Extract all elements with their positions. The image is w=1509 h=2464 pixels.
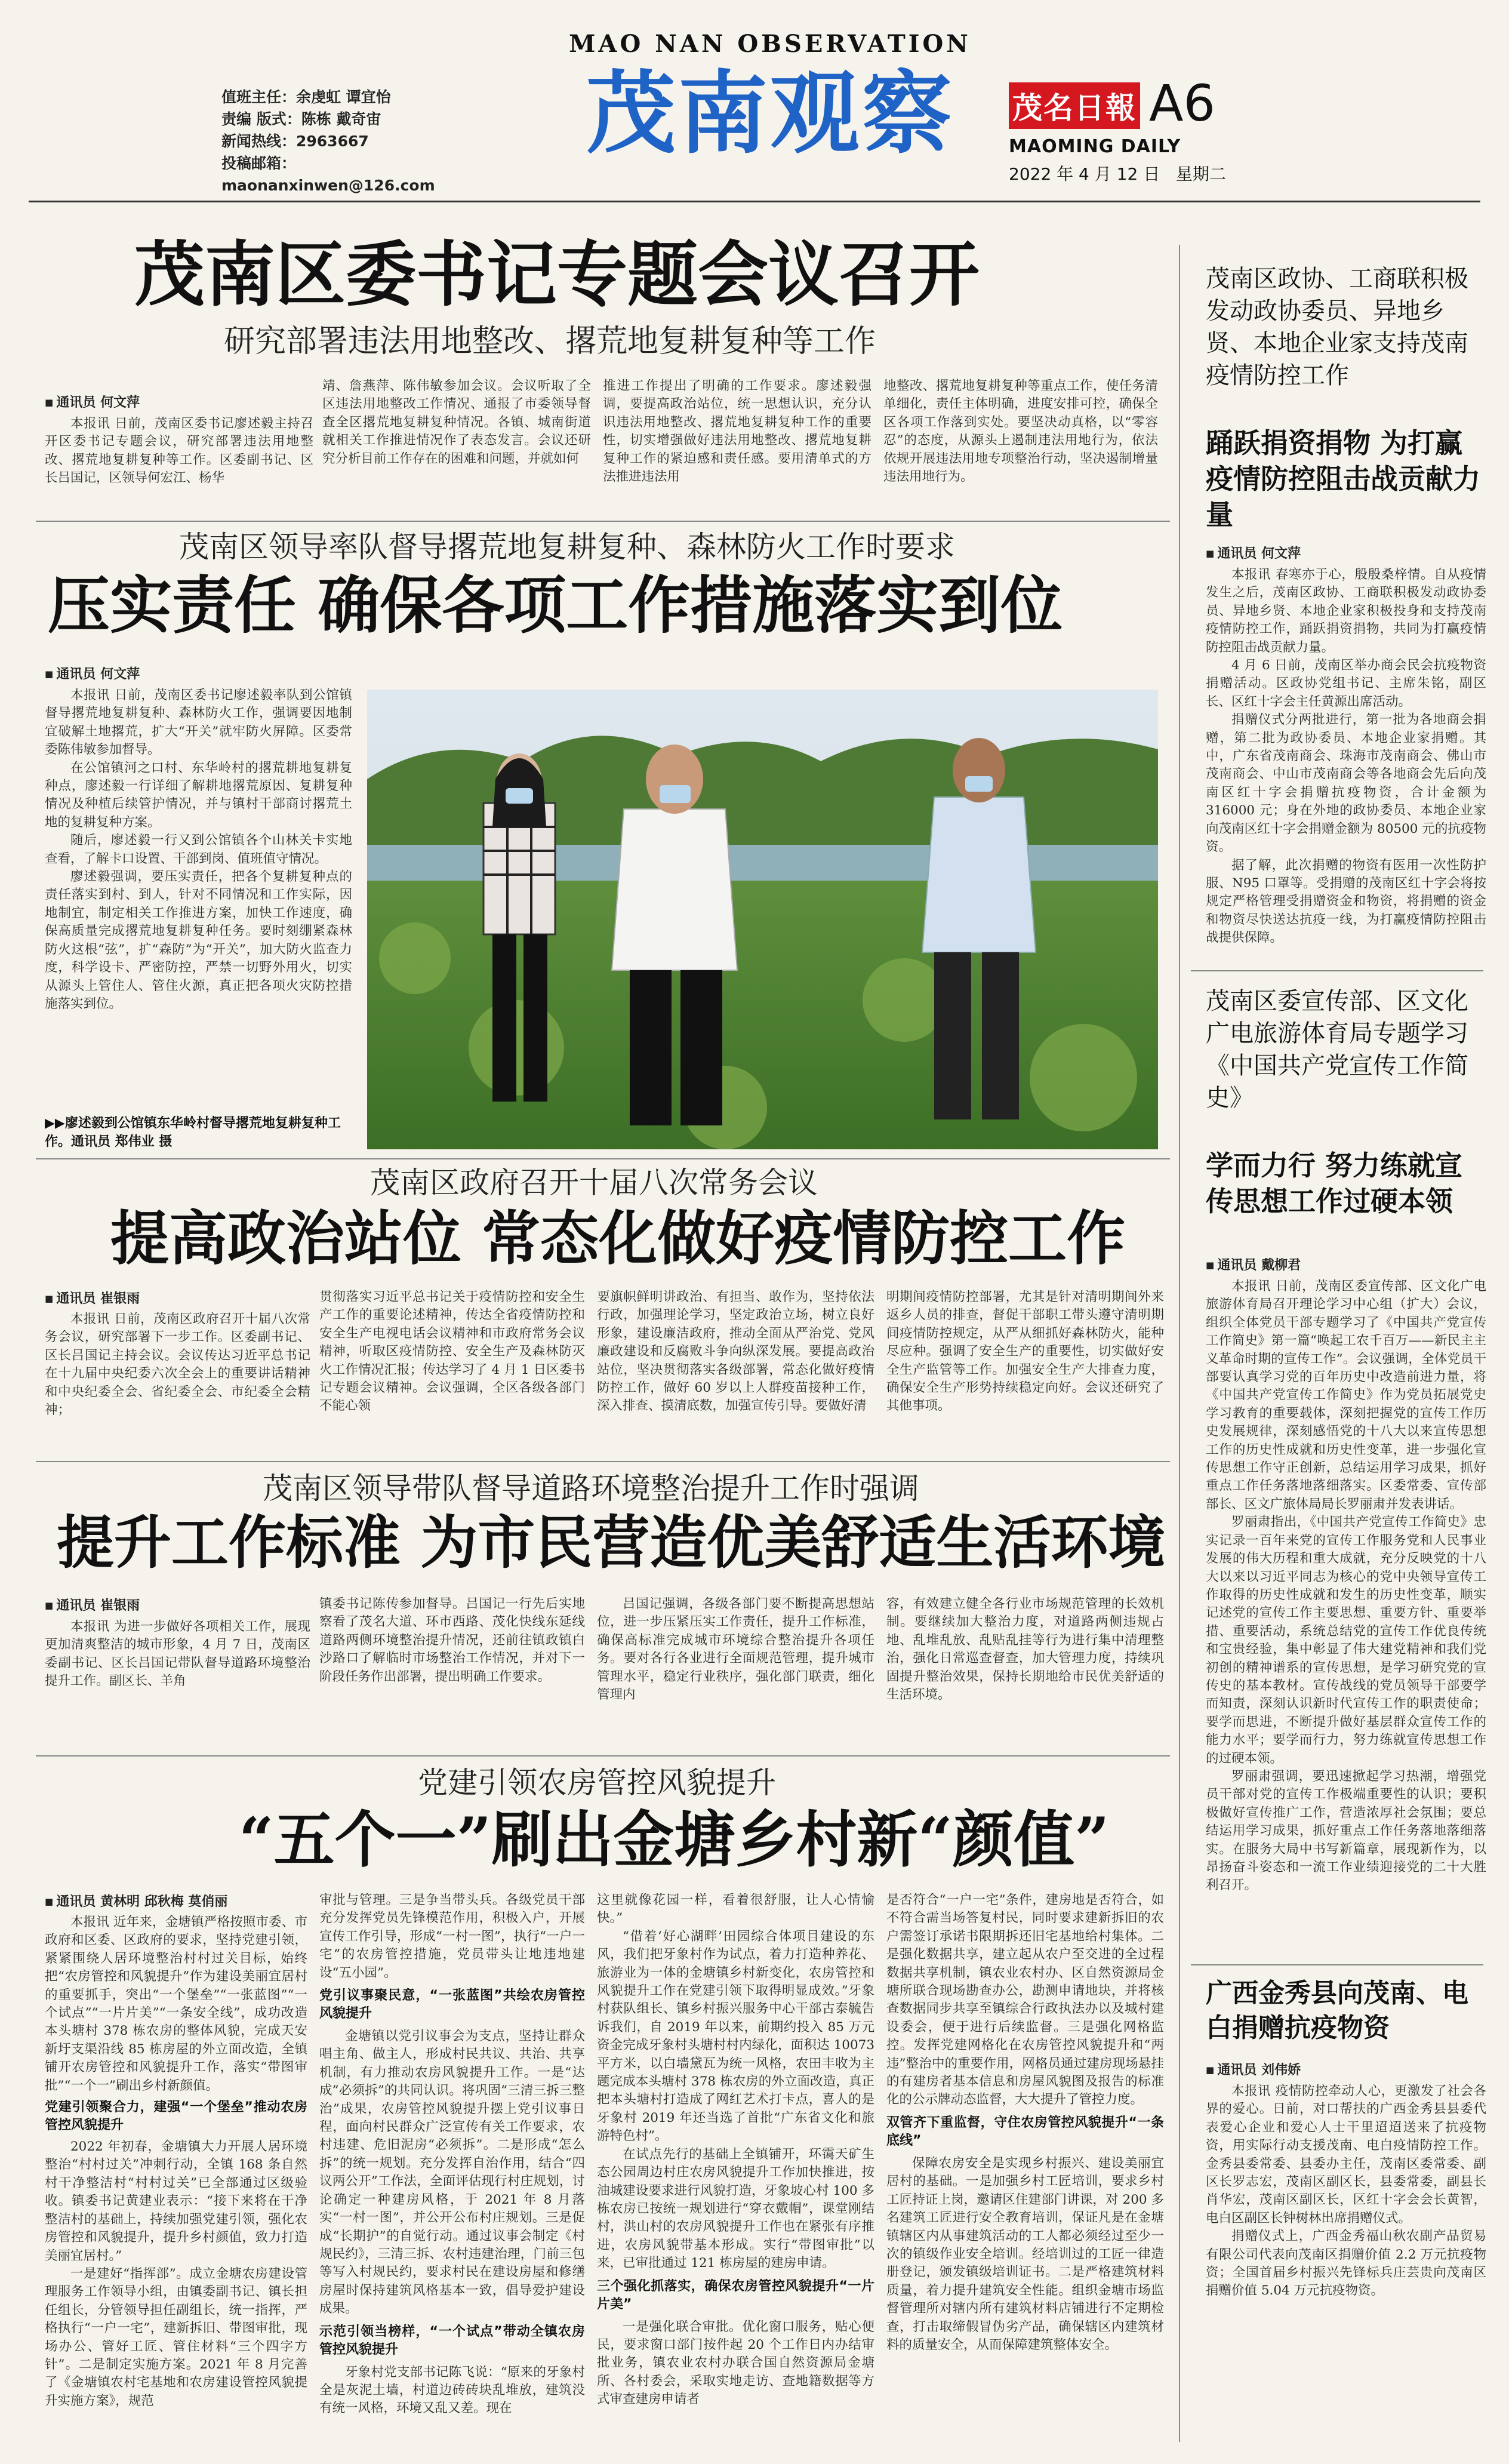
sidebar-article-title: 茂南区委宣传部、区文化广电旅游体育局专题学习《中国共产党宣传工作简史》 [1206,988,1468,1112]
body-paragraph: 镇委书记陈传参加督导。吕国记一行先后实地察看了茂名大道、环市西路、茂化快线东延线道路两侧环境整治提升情况，还前往镇政镇白沙路口了解临时市场整治工作情况，并对下一阶段任务作出部署，提出明确工作要求。 [319,1596,585,1684]
editor-info [221,86,508,196]
sidebar-article-headline: 学而力行 努力练就宣传思想工作过硬本领 [1206,1149,1463,1217]
article-kicker: 茂南区领导率队督导撂荒地复耕复种、森林防火工作时要求 [179,530,955,564]
body-paragraph: 一是建好“指挥部”。成立金塘农房建设管理服务工作领导小组，由镇委副书记、镇长担任组长，分管领导担任副组长，统一指挥，严格执行“一户一宅”，建新拆旧、带图审批，现场办公、管好工匠、管住材料“三个四字方针”。二是制定实施方案。2021 年 8 月完善了《金塘镇农村宅基地和农房建设管控风貌提升实施方案》，规范 [45,2266,307,2408]
column-divider [1179,245,1180,2442]
article-body [45,687,352,1105]
body-paragraph: “借着‘好心湖畔’田园综合体项目建设的东风，我们把牙象村作为试点，着力打造种养花、旅游业为一体的金塘镇乡村新变化，农房管控和风貌提升工作在党建引领下取得明显成效。”牙象村获队组长、镇乡村振兴服务中心干部古泰毓告诉我们，自 2019 年以来，前期约投入 85 万元资金完成牙象村头塘村村内绿化，面积达 10073 平方米，以白墙黛瓦为统一风格，农田丰收为主题完成本头塘村 378 栋农房的外立面改造，真正把本头塘村打造成了网红艺术打卡点，喜人的是牙象村 2019 年还当选了首批“广东省文化和旅游特色村”。 [597,1928,874,2144]
sidebar-article-headline: 广西金秀县向茂南、电白捐赠抗疫物资 [1206,1978,1468,2043]
article-kicker: 茂南区政府召开十届八次常务会议 [370,1165,818,1200]
body-paragraph: 审批与管理。三是争当带头兵。各级党员干部充分发挥党员先锋模范作用，积极入户，开展宣传工作引导，形成“一村一图”，执行“一户一宅”的农房管控措施，党员带头让地违地建设“五小园”。 [319,1893,585,1980]
body-paragraph: 贯彻落实习近平总书记关于疫情防控和安全生产工作的重要论述精神，传达全省疫情防控和安全生产电视电话会议精神和市政府常务会议精神，听取区疫情防控、安全生产及森林防灭火工作情况汇报；传达学习了 4 月 1 日区委书记专题会议精神。会议强调，全区各级各部门不能心领 [319,1290,585,1414]
paper-english-name: MAOMING DAILY [1009,136,1181,157]
article-body [45,1618,310,1751]
masthead-title: 茂南观察 [586,61,954,166]
article-body [45,1311,310,1454]
section-subheading: 双管齐下重监督，守住农房管控风貌提升“一条底线” [886,2115,1164,2148]
article-body [597,1595,874,1751]
body-paragraph: 本报讯 日前，茂南区政府召开十届八次常务会议，研究部署下一步工作。区委副书记、区长吕国记主持会议。会议传达习近平总书记在十九届中央纪委六次全会上的重要讲话精神和中央纪委全会、省纪委全会、市纪委全会精神； [45,1312,310,1418]
body-paragraph: 本报讯 春寒亦于心，殷殷桑梓情。自从疫情发生之后，茂南区政协、工商联积极发动政协委员、异地乡贤、本地企业家积极投身和支持茂南疫情防控工作，踊跃捐资捐物，共同为打赢疫情防控阻击战贡献力量。 [1206,567,1486,655]
page-number: A6 [1149,74,1215,133]
article-headline: 提高政治站位 常态化做好疫情防控工作 [110,1204,1126,1273]
article-kicker: 茂南区领导带队督导道路环境整治提升工作时强调 [263,1471,919,1506]
article-body [1206,566,1486,984]
article-body [597,1891,874,2451]
article-headline: 茂南区委书记专题会议召开 [134,233,980,316]
body-paragraph: 捐赠仪式上，广西金秀福山秋农副产品贸易有限公司代表向茂南区捐赠价值 2.2 万元抗疫物资；全国首届乡村振兴先锋标兵庄芸贵向茂南区捐赠价值 5.04 万元抗疫物资。 [1206,2229,1486,2299]
body-paragraph: 推进工作提出了明确的工作要求。廖述毅强调，要提高政治站位，统一思想认识，充分认识违法用地整改、撂荒地复耕复种工作的重要性，切实增强做好违法用地整改、撂荒地复耕复种工作的紧迫感和责任感。要用清单式的方法推进违法用 [603,379,871,485]
body-paragraph: 要旗帜鲜明讲政治、有担当、敢作为，坚持依法行政，加强理论学习，坚定政治立场，树立良好形象，建设廉洁政府，推动全面从严治党、党风廉政建设和反腐败斗争向纵深发展。要提高政治站位，坚决贯彻落实各级部署，常态化做好疫情防控工作，做好 60 岁以上人群疫苗接种工作，深入排查、摸清底数，加强宣传引导。要做好清 [597,1290,874,1414]
body-paragraph: 罗丽肃指出，《中国共产党宣传工作简史》忠实记录一百年来党的宣传工作服务党和人民事业发展的伟大历程和重大成就，充分反映党的十八大以来以习近平同志为核心的党中央领导宣传工作取得的历史性成就和发生的历史性变革，顺实记述党的宣传工作主要思想、重要方针、重要举措、重要活动，系统总结党的宣传工作优良传统和宝贵经验，集中彰显了伟大建党精神和我们党初创的精神谱系的宣传思想，是学习研究党的宣传史的基本教材。宣传战线的党员领导干部要学而知责，深刻认识新时代宣传工作的职责使命；要学而思进，不断提升做好基层群众宣传工作的能力水平；要学而行力，努力练就宣传思想工作的过硬本领。 [1206,1515,1486,1766]
masthead [0,0,1509,197]
body-paragraph: 地整改、撂荒地复耕复种等重点工作，使任务清单细化，责任主体明确，进度安排可控，确保全区各项工作落到实处。要坚决动真格，以“零容忍”的态度，从源头上遏制违法用地行为，依法依规开展违法用地专项整治行动，坚决遏制增量违法用地行为。 [883,379,1158,485]
body-paragraph: 一是强化联合审批。优化窗口服务，贴心便民，要求窗口部门按件起 20 个工作日内办结审批业务，镇农业农村办联合国自然资源局金塘所、各村委会，采取实地走访、查地籍数据等方式审查建房申请者 [597,2319,874,2407]
article-body [319,1891,585,2451]
newspaper-logo: 茂名日報 [1009,82,1140,129]
article-headline: 提升工作标准 为市民营造优美舒适生活环境 [57,1509,1166,1576]
article-body [1206,1278,1486,1952]
body-paragraph: 在公馆镇河之口村、东华岭村的撂荒耕地复耕复种点，廖述毅一行详细了解耕地撂荒原因、复耕复种情况及种植后续管护情况，并与镇村干部商讨撂荒土地的复耕复种方案。 [45,760,352,830]
masthead-english-title: MAO NAN OBSERVATION [569,30,971,58]
article-headline: “五个一”刷出金塘乡村新“颜值” [239,1804,1110,1876]
article-body [319,1595,585,1751]
article-body [597,1288,874,1454]
body-paragraph: 4 月 6 日前，茂南区举办商会民会抗疫物资捐赠活动。区政协党组书记、主席朱铭，副区长、区红十字会主任黄源出席活动。 [1206,658,1486,709]
body-paragraph: 吕国记强调，各级各部门要不断提高思想站位，进一步压紧压实工作责任，提升工作标准，确保高标准完成城市环境综合整治提升各项任务。要对各行各业进行全面规范管理，提升城市管理水平，稳定行业秩序，强化部门联责，细化管理内 [597,1596,874,1703]
section-divider [36,1755,1170,1757]
editor-line: 值班主任：余虔虹 谭宜怡 [221,88,391,106]
photo-caption: ▶▶廖述毅到公馆镇东华岭村督导撂荒地复耕复种工作。通讯员 郑伟业 摄 [45,1116,341,1149]
section-divider [36,1158,1170,1159]
article-body [883,377,1158,534]
body-paragraph: 容，有效建立健全各行业市场规范管理的长效机制。要继续加大整治力度，对道路两侧违规占地、乱堆乱放、乱贴乱挂等行为进行集中清理整治，强化日常巡查督查，加大管理力度，持续巩固提升整治效果，保持长期地给市民优美舒适的生活环境。 [886,1596,1164,1703]
section-divider [36,1461,1170,1462]
sidebar-article-title: 茂南区政协、工商联积极发动政协委员、异地乡贤、本地企业家支持茂南疫情防控工作 [1206,265,1468,389]
editor-line: 新闻热线：2963667 [221,133,369,150]
body-paragraph: 在试点先行的基础上全镇铺开，环霭天矿生态公园周边村庄农房风貌提升工作加快推进，按油城建设要求进行风貌打造，牙象坡心村 100 多栋农房已按统一规划进行“穿衣戴帽”，课堂刚结村，洪山村的农房风貌提升工作也在紧张有序推进，农房风貌带基本形成。实行“带图审批”以来，已审批通过 121 栋房屋的建房申请。 [597,2146,874,2271]
article-byline: ■ 通讯员 戴柳君 [1206,1255,1301,1273]
body-paragraph: 是否符合“一户一宅”条件，建房地是否符合，如不符合需当场答复村民，同时要求建新拆旧的农户需签订承诺书限期拆还旧宅基地给村集体。二是强化数据共享，建立起从农户至交进的全过程数据共享机制，镇农业农村办、区自然资源局金塘所联合现场勘查办公，勘测申请地块，并将核查数据同步共享至镇综合行政执法办以及城村建设委会，便于进行后续监督。三是强化网格监控。发挥党建网格化在农房管控风貌提升和“两违”整治中的重要作用，网格员通过建房现场悬挂的有建房者基本信息和房屋风貌图及报告的标准化的公示牌动态监督，大大提升了管控力度。 [886,1893,1164,2108]
section-subheading: 三个强化抓落实，确保农房管控风貌提升“一片片美” [597,2278,874,2312]
body-paragraph: 罗丽肃强调，要迅速掀起学习热潮，增强党员干部对党的宣传工作极端重要性的认识；要积极做好宣传推广工作，营造浓厚社会氛围；要总结运用学习成果，抓好重点工作任务落地落细落实。在服务大局中书写新篇章，展现新作为，以昂扬奋斗姿态和一流工作业绩迎接党的二十大胜利召开。 [1206,1768,1486,1893]
editor-line: 责编 版式：陈栋 戴奇宙 [221,110,381,128]
body-paragraph: 廖述毅强调，要压实责任，把各个复耕复种点的责任落实到村、到人，针对不同情况和工作实际，因地制宜，制定相关工作推进方案，加快工作速度，确保高质量完成撂荒地复耕复种任务。要时刻绷紧森林防火这根“弦”，扩“森防”为“开关”，加大防火监查力度，科学设卡、严密防控，严禁一切野外用火，切实从源头上管住人、管住火源，真正把各项火灾防控措施落实到位。 [45,869,352,1011]
article-body [322,377,591,534]
section-subheading: 示范引领当榜样，“一个试点”带动全镇农房管控风貌提升 [319,2324,585,2357]
body-paragraph: 明期间疫情防控部署，尤其是针对清明期间外来返乡人员的排查，督促干部职工带头遵守清明期间疫情防控规定，从严从细抓好森林防火，能种尽应种。强调了安全生产的重要性，切实做好安全生产监管等工作。加强安全生产大排查力度，确保安全生产形势持续稳定向好。会议还研究了其他事项。 [886,1290,1164,1414]
body-paragraph: 本报讯 日前，茂南区委书记廖述毅主持召开区委书记专题会议，研究部署违法用地整改、撂荒地复耕复种等工作。区委副书记、区长吕国记，区领导何宏江、杨华 [45,416,313,486]
article-byline: ■ 通讯员 崔银雨 [45,1288,140,1307]
article-photo [367,690,1158,1149]
body-paragraph: 牙象村党支部书记陈飞说：“原来的牙象村全是灰泥土墙，村道边砖砖块乱堆放，建筑没有统一风格，环境又乱又差。现在 [319,2364,585,2416]
article-body [886,1288,1164,1454]
article-byline: ■ 通讯员 崔银雨 [45,1595,140,1614]
article-byline: ■ 通讯员 黄林明 邱秋梅 莫俏丽 [45,1891,227,1910]
body-paragraph: 靖、詹燕萍、陈伟敏参加会议。会议听取了全区违法用地整改工作情况、通报了市委领导督查全区撂荒地复耕复种情况。各镇、城南街道就相关工作推进情况作了表态发言。会议还研究分析目前工作存在的困难和问题，并就如何 [322,379,591,466]
body-paragraph: 本报讯 近年来，金塘镇严格按照市委、市政府和区委、区政府的要求，坚持党建引领，紧紧围绕人居环境整治村村过关目标，始终把“农房管控和风貌提升”作为建设美丽宜居村的重要抓手，突出“一个堡垒”“一张蓝图”“一个试点”“一片片美”“一条安全线”，成功改造本头塘村 378 栋农房的整体风貌，完成天安新圩支渠沿线 85 栋房屋的外立面改造，全镇铺开农房管控和风貌提升工作，落实“带图审批”“一个一”刷出乡村新颜值。 [45,1915,307,2093]
editor-line: 投稿邮箱：maonanxinwen@126.com [221,155,435,194]
sidebar-article-headline: 踊跃捐资捐物 为打赢疫情防控阻击战贡献力量 [1206,427,1480,531]
masthead-rule [29,201,1480,202]
body-paragraph: 本报讯 日前，茂南区委书记廖述毅率队到公馆镇督导撂荒地复耕复种、森林防火工作，强调要因地制宜破解土地撂荒，扩大“开关”就牢防火屏障。区委常委陈伟敏参加督导。 [45,688,352,758]
article-headline: 压实责任 确保各项工作措施落实到位 [48,568,1063,642]
article-subhead: 研究部署违法用地整改、撂荒地复耕复种等工作 [224,324,876,359]
section-subheading: 党引议事聚民意，“一张蓝图”共绘农房管控风貌提升 [319,1988,585,2022]
article-body [1206,2082,1486,2447]
article-kicker: 党建引领农房管控风貌提升 [418,1765,776,1800]
article-body [45,415,313,534]
article-body [319,1288,585,1454]
body-paragraph: 捐赠仪式分两批进行，第一批为各地商会捐赠，第二批为政协委员、本地企业家捐赠。其中，广东省茂南商会、珠海市茂南商会、佛山市茂南商会、中山市茂南商会等各地商会先后向茂南区红十字会捐赠抗疫物资，合计金额为 316000 元；身在外地的政协委员、本地企业家向茂南区红十字会捐赠金额为 80500 元的抗疫物资。 [1206,712,1486,855]
body-paragraph: 本报讯 为进一步做好各项相关工作，展现更加清爽整洁的城市形象，4 月 7 日，茂南区委副书记、区长吕国记带队督导道路环境整治提升工作。副区长、羊角 [45,1619,310,1689]
article-byline: ■ 通讯员 刘伟娇 [1206,2060,1301,2078]
body-paragraph: 这里就像花园一样，看着很舒服，让人心情愉快。” [597,1893,874,1926]
section-divider [1191,1964,1483,1965]
body-paragraph: 2022 年初春，金塘镇大力开展人居环境整治“村村过关”冲刺行动，全镇 168 条自然村干净整洁村“村村过关”已全部通过区级验收。镇委书记黄建业表示：“接下来将在干净整洁村的基础上，持续加强党建引领，强化农房管控和风貌提升，提升乡村颜值，致力打造美丽宜居村。” [45,2139,307,2263]
body-paragraph: 金塘镇以党引议事会为支点，坚持让群众唱主角、做主人，形成村民共议、共治、共享机制，有力推动农房风貌提升工作。一是“达成”必须拆”的共同认识。将巩固“三清三拆三整治”成果，农房管控风貌提升摆上党引议事日程，面向村民群众广泛宣传有关工作要求，农村违建、危旧泥房“必须拆”。二是形成“怎么拆”的统一规划。充分发挥自治作用，结合“四议两公开”工作法，全面评估现行村庄规划，讨论确定一种建房风格，于 2021 年 8 月落实“一村一图”，并公开公布村庄规划。三是促成“长期护”的自觉行动。通过议事会制定《村规民约》，三清三拆、农村违建治理，门前三包等写入村规民约，要求村民在建设房屋和修缮房屋时保持建筑风格基本一致，倡导爱护建设成果。 [319,2029,585,2317]
body-paragraph: 本报讯 日前，茂南区委宣传部、区文化广电旅游体育局召开理论学习中心组（扩大）会议，组织全体党员干部专题学习了《中国共产党宣传工作简史》第一篇“唤起工农千百万——新民主主义革命时期的宣传工作”。会议强调，全体党员干部要认真学习党的百年历史中改造前进力量，将《中国共产党宣传工作简史》作为党员拓展党史学习教育的重要载体，深刻把握党的宣传工作历史发展规律，深刻感悟党的十八大以来宣传思想工作的历史性成就和历史性变革，进一步强化宣传思想工作守正创新，总结运用学习成果，抓好重点工作任务落地落细落实。区委常委、宣传部部长、区文广旅体局局长罗丽肃并发表讲话。 [1206,1279,1486,1512]
body-paragraph: 据了解，此次捐赠的物资有医用一次性防护服、N95 口罩等。受捐赠的茂南区红十字会将按规定严格管理受捐赠资金和物资，将捐赠的资金和物资尽快送达抗疫一线，为打赢疫情防控阻击战提供保障。 [1206,857,1486,946]
article-byline: ■ 通讯员 何文萍 [45,664,140,682]
article-body [886,1595,1164,1751]
article-body [45,1914,307,2451]
issue-date: 2022 年 4 月 12 日 星期二 [1009,164,1226,184]
article-byline: ■ 通讯员 何文萍 [1206,543,1301,562]
article-byline: ■ 通讯员 何文萍 [45,392,140,411]
body-paragraph: 保障农房安全是实现乡村振兴、建设美丽宜居村的基础。一是加强乡村工匠培训，要求乡村工匠持证上岗，邀请区住建部门讲课，对 200 多名建筑工匠进行安全教育培训，保证凡是在金塘镇辖区内从事建筑活动的工人都必须经过至少一次的镇级作业安全培训。经培训过的工匠一律造册登记，颁发镇级培训证书。二是严格建筑材料质量，着力提升建筑安全性能。组织金塘市场监督管理所对辖内所有建筑材料店铺进行不定期检查，打击取缔假冒伪劣产品，确保辖区内建筑材料的质量安全，从而保障建筑整体安全。 [886,2155,1164,2352]
article-body [886,1891,1164,2451]
article-body [603,377,871,534]
body-paragraph: 随后，廖述毅一行又到公馆镇各个山林关卡实地查看，了解卡口设置、干部到岗、值班值守情况。 [45,833,352,866]
section-divider [1191,970,1483,971]
section-divider [36,521,1170,522]
body-paragraph: 本报讯 疫情防控牵动人心，更激发了社会各界的爱心。日前，对口帮扶的广西金秀县县委代表爱心企业和爱心人士干里迢迢送来了抗疫物资，用实际行动支援茂南、电白疫情防控工作。金秀县委常委、县委办主任，茂南区委常委、副区长罗志宏，茂南区副区长，县委常委，副县长肖华宏，茂南区副区长，区红十字会会长黄智，电白区副区长钟树林出席捐赠仪式。 [1206,2084,1486,2226]
section-subheading: 党建引领聚合力，建强“一个堡垒”推动农房管控风貌提升 [45,2100,307,2133]
field-inspection-photo [367,690,1158,1149]
